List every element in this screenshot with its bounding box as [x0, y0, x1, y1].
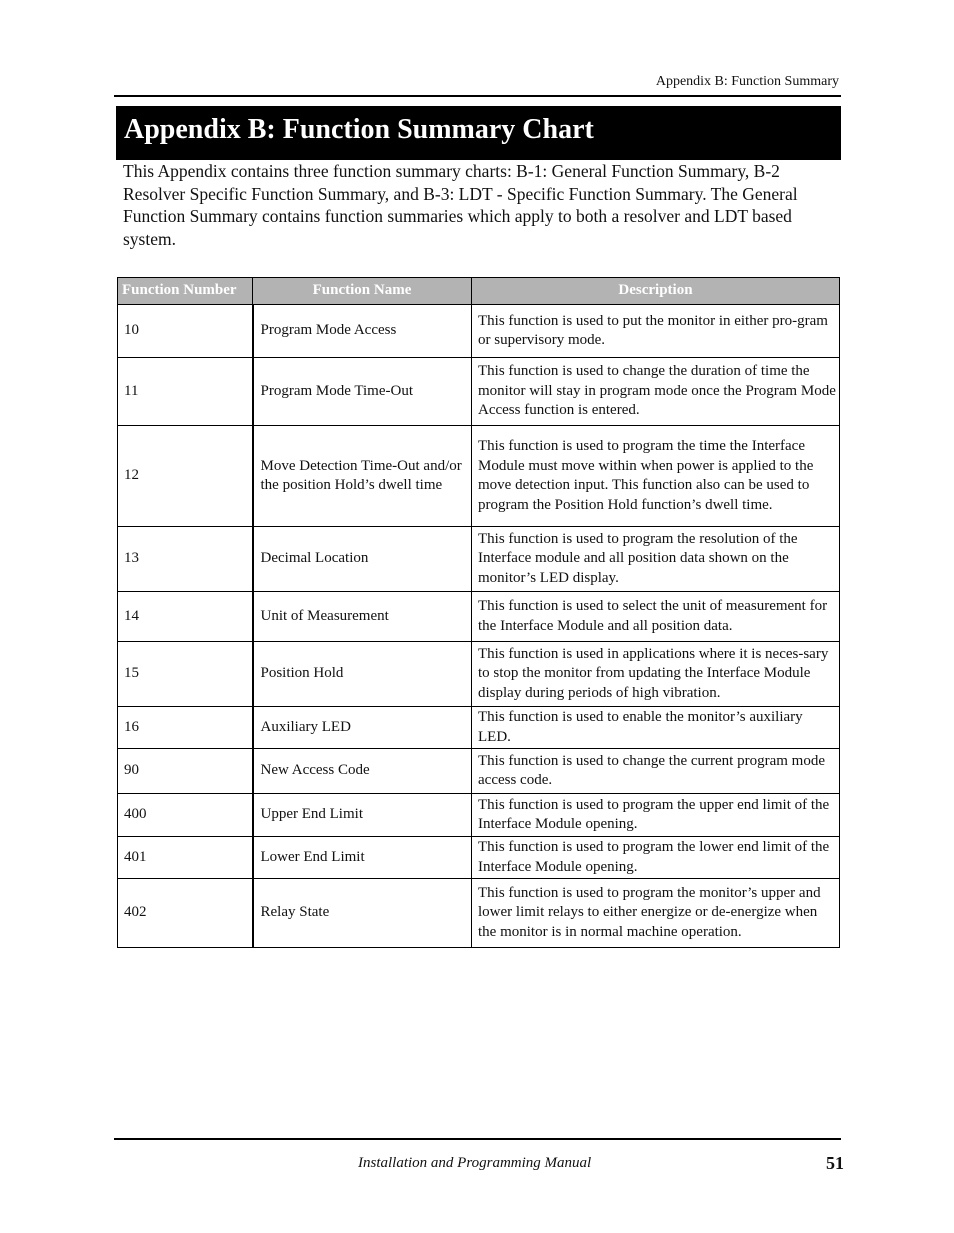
function-name-cell: Position Hold — [253, 642, 472, 707]
function-number-cell: 400 — [118, 794, 253, 837]
table-header-row — [118, 278, 840, 305]
running-head: Appendix B: Function Summary — [655, 74, 839, 89]
function-number-cell: 401 — [118, 837, 253, 879]
footer-rule — [114, 1138, 841, 1140]
description-cell: This function is used to program the resolution of the Interface module and all position data shown on the monitor’s LED display. — [472, 527, 840, 592]
table-row — [118, 305, 840, 358]
function-number-cell: 14 — [118, 592, 253, 642]
function-number-cell: 13 — [118, 527, 253, 592]
function-name-cell: Auxiliary LED — [253, 707, 472, 749]
table-row — [118, 707, 840, 749]
function-name-cell: Upper End Limit — [253, 794, 472, 837]
function-number-cell: 11 — [118, 358, 253, 426]
function-name-cell: Relay State — [253, 879, 472, 948]
table-row — [118, 527, 840, 592]
table-row — [118, 426, 840, 527]
description-cell: This function is used to enable the monitor’s auxiliary LED. — [472, 707, 840, 749]
page-title: Appendix B: Function Summary Chart — [116, 106, 841, 160]
function-name-cell: Lower End Limit — [253, 837, 472, 879]
function-number-cell: 12 — [118, 426, 253, 527]
function-name-cell: Program Mode Time-Out — [253, 358, 472, 426]
function-name-cell: Move Detection Time-Out and/or the position Hold’s dwell time — [253, 426, 472, 527]
function-name-cell: Program Mode Access — [253, 305, 472, 358]
column-header-description: Description — [472, 278, 840, 305]
footer-manual-title: Installation and Programming Manual — [358, 1155, 592, 1171]
function-number-cell: 90 — [118, 749, 253, 794]
function-name-cell: Decimal Location — [253, 527, 472, 592]
description-cell: This function is used to select the unit of measurement for the Interface Module and all position data. — [472, 592, 840, 642]
description-cell: This function is used to put the monitor in either pro-gram or supervisory mode. — [472, 305, 840, 358]
function-name-cell: Unit of Measurement — [253, 592, 472, 642]
description-cell: This function is used to change the duration of time the monitor will stay in program mode once the Program Mode Access function is entered. — [472, 358, 840, 426]
function-name-cell: New Access Code — [253, 749, 472, 794]
table-row — [118, 794, 840, 837]
table-row — [118, 749, 840, 794]
function-summary-table — [117, 277, 840, 948]
intro-paragraph: This Appendix contains three function summary charts: B-1: General Function Summary, B-2 Resolver Specific Function Summary, and B-3: LDT - Specific Function Summary. The General Function Summary contains function summaries which apply to both a resolver and LDT based system. — [123, 161, 798, 249]
description-cell: This function is used to program the monitor’s upper and lower limit relays to either energize or de-energize when the monitor is in normal machine operation. — [472, 879, 840, 948]
description-cell: This function is used to program the lower end limit of the Interface Module opening. — [472, 837, 840, 879]
description-cell: This function is used to change the current program mode access code. — [472, 749, 840, 794]
function-number-cell: 402 — [118, 879, 253, 948]
table-row — [118, 592, 840, 642]
description-cell: This function is used in applications where it is neces-sary to stop the monitor from updating the Interface Module display during periods of high vibration. — [472, 642, 840, 707]
table-row — [118, 642, 840, 707]
column-header-function-name: Function Name — [253, 278, 472, 305]
page-number: 51 — [826, 1153, 844, 1173]
table-row — [118, 879, 840, 948]
function-number-cell: 10 — [118, 305, 253, 358]
table-row — [118, 837, 840, 879]
description-cell: This function is used to program the time the Interface Module must move within when power is applied to the move detection input. This function also can be used to program the Position Hold function’s dwell time. — [472, 426, 840, 527]
header-rule — [114, 95, 841, 97]
description-cell: This function is used to program the upper end limit of the Interface Module opening. — [472, 794, 840, 837]
function-number-cell: 15 — [118, 642, 253, 707]
column-header-function-number: Function Number — [118, 278, 253, 305]
function-number-cell: 16 — [118, 707, 253, 749]
table-row — [118, 358, 840, 426]
